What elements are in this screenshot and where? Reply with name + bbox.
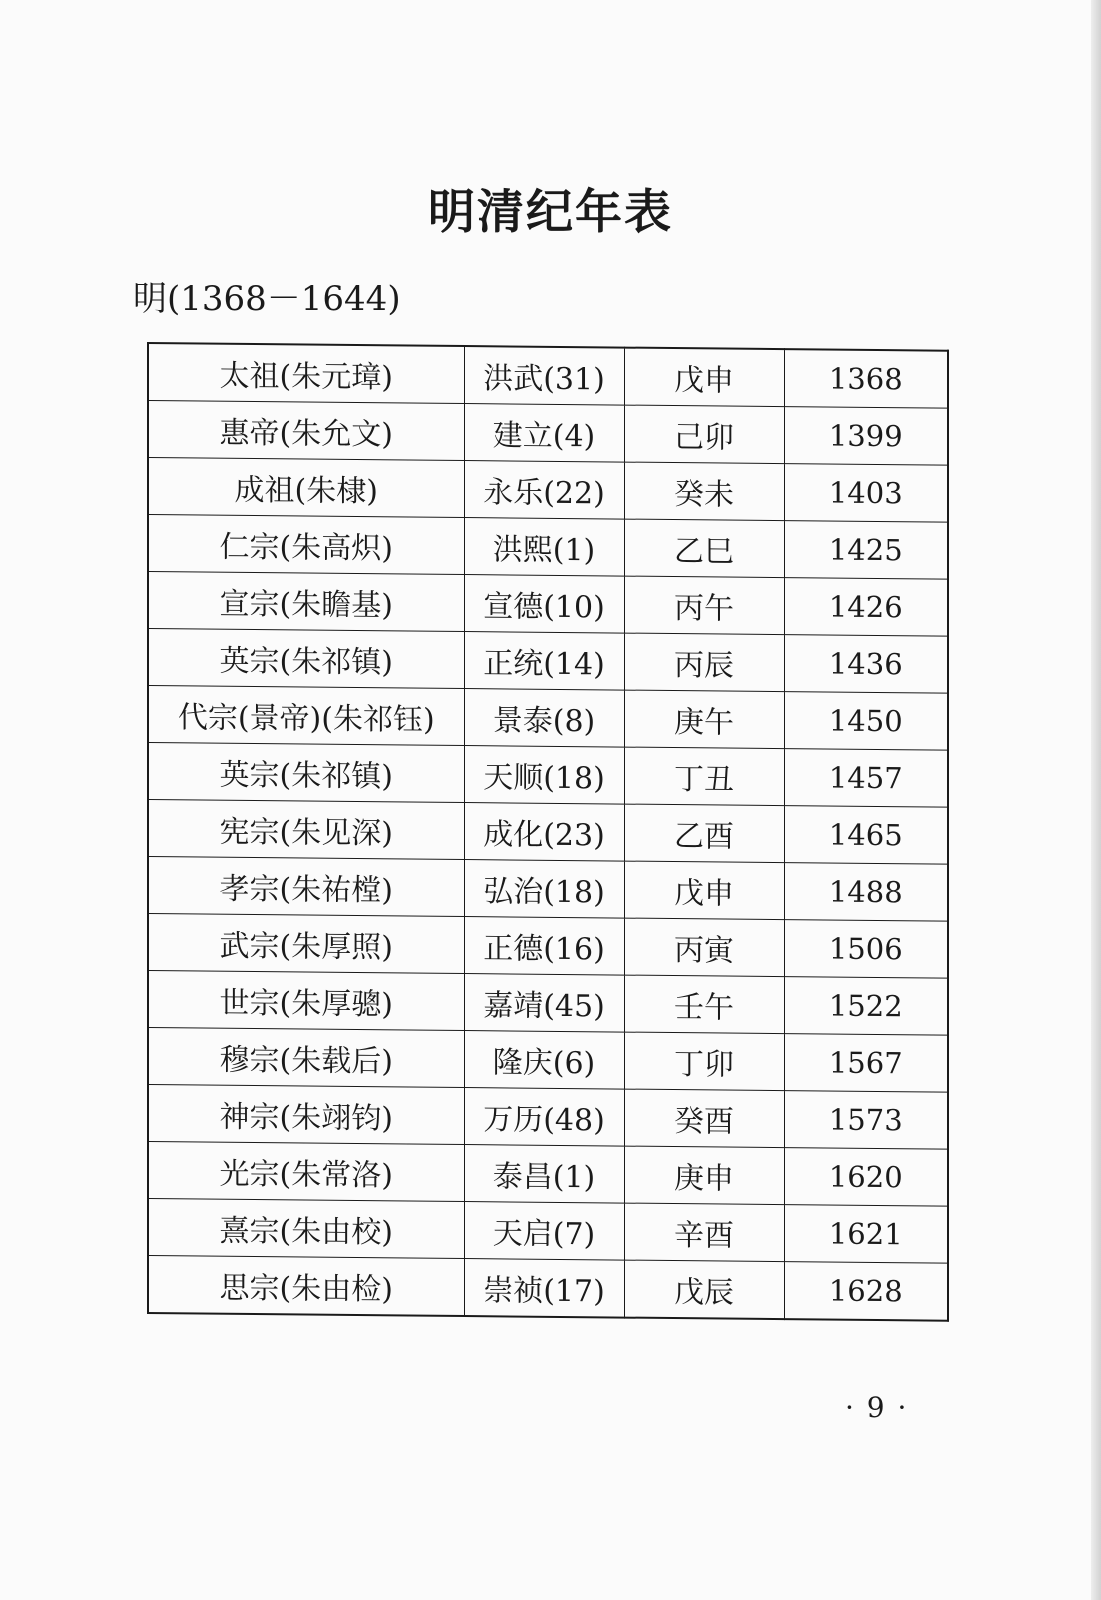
ganzhi-year-cell: 丙寅	[624, 918, 784, 977]
ad-year-cell: 1488	[784, 863, 948, 922]
table-row	[148, 1256, 948, 1321]
ad-year-cell: 1399	[784, 407, 948, 466]
table-row	[148, 1028, 948, 1093]
table-row	[148, 914, 948, 979]
ad-year-cell: 1425	[784, 521, 948, 580]
chronology-table	[147, 342, 949, 1322]
reign-title-cell: 成化(23)	[464, 803, 624, 862]
reign-title-cell: 正德(16)	[464, 917, 624, 976]
reign-title-cell: 天启(7)	[464, 1202, 624, 1261]
emperor-cell: 宪宗(朱见深)	[148, 800, 464, 860]
ganzhi-year-cell: 戊申	[624, 861, 784, 920]
table-row	[148, 572, 948, 637]
ganzhi-year-cell: 戊申	[624, 348, 784, 407]
ad-year-cell: 1506	[784, 920, 948, 979]
table-row	[148, 1085, 948, 1150]
reign-title-cell: 洪熙(1)	[464, 518, 624, 577]
ad-year-cell: 1368	[784, 349, 948, 408]
ad-year-cell: 1621	[784, 1205, 948, 1264]
emperor-cell: 成祖(朱棣)	[148, 458, 464, 518]
reign-title-cell: 宣德(10)	[464, 575, 624, 634]
ganzhi-year-cell: 壬午	[624, 975, 784, 1034]
table-row	[148, 401, 948, 466]
table-row	[148, 800, 948, 865]
ad-year-cell: 1426	[784, 578, 948, 637]
ganzhi-year-cell: 庚申	[624, 1146, 784, 1205]
ad-year-cell: 1403	[784, 464, 948, 523]
emperor-cell: 惠帝(朱允文)	[148, 401, 464, 461]
ad-year-cell: 1573	[784, 1091, 948, 1150]
ad-year-cell: 1620	[784, 1148, 948, 1207]
reign-title-cell: 崇祯(17)	[464, 1259, 624, 1318]
reign-title-cell: 弘治(18)	[464, 860, 624, 919]
table-row	[148, 1142, 948, 1207]
chronology-table-body	[148, 343, 948, 1321]
ganzhi-year-cell: 戊辰	[624, 1260, 784, 1319]
emperor-cell: 武宗(朱厚照)	[148, 914, 464, 974]
table-row	[148, 629, 948, 694]
page-title: 明清纪年表	[428, 185, 673, 240]
reign-title-cell: 永乐(22)	[464, 461, 624, 520]
table-row	[148, 1199, 948, 1264]
ad-year-cell: 1522	[784, 977, 948, 1036]
reign-title-cell: 天顺(18)	[464, 746, 624, 805]
emperor-cell: 仁宗(朱高炽)	[148, 515, 464, 575]
emperor-cell: 英宗(朱祁镇)	[148, 629, 464, 689]
ganzhi-year-cell: 乙酉	[624, 804, 784, 863]
ganzhi-year-cell: 庚午	[624, 690, 784, 749]
ad-year-cell: 1465	[784, 806, 948, 865]
ganzhi-year-cell: 辛酉	[624, 1203, 784, 1262]
ad-year-cell: 1567	[784, 1034, 948, 1093]
emperor-cell: 熹宗(朱由校)	[148, 1199, 464, 1259]
emperor-cell: 英宗(朱祁镇)	[148, 743, 464, 803]
emperor-cell: 代宗(景帝)(朱祁钰)	[148, 686, 464, 746]
ganzhi-year-cell: 乙巳	[624, 519, 784, 578]
page-number: · 9 ·	[845, 1391, 909, 1424]
table-row	[148, 686, 948, 751]
table-row	[148, 343, 948, 408]
section-heading: 明(1368－1644)	[133, 279, 401, 319]
reign-title-cell: 建立(4)	[464, 404, 624, 463]
emperor-cell: 思宗(朱由检)	[148, 1256, 464, 1317]
ganzhi-year-cell: 癸未	[624, 462, 784, 521]
ganzhi-year-cell: 癸酉	[624, 1089, 784, 1148]
emperor-cell: 光宗(朱常洛)	[148, 1142, 464, 1202]
ganzhi-year-cell: 丁丑	[624, 747, 784, 806]
reign-title-cell: 正统(14)	[464, 632, 624, 691]
emperor-cell: 宣宗(朱瞻基)	[148, 572, 464, 632]
emperor-cell: 世宗(朱厚骢)	[148, 971, 464, 1031]
ad-year-cell: 1436	[784, 635, 948, 694]
reign-title-cell: 洪武(31)	[464, 346, 624, 405]
emperor-cell: 孝宗(朱祐樘)	[148, 857, 464, 917]
table-row	[148, 515, 948, 580]
reign-title-cell: 泰昌(1)	[464, 1145, 624, 1204]
reign-title-cell: 景泰(8)	[464, 689, 624, 748]
reign-title-cell: 隆庆(6)	[464, 1031, 624, 1090]
ganzhi-year-cell: 丙午	[624, 576, 784, 635]
ganzhi-year-cell: 己卯	[624, 405, 784, 464]
table-row	[148, 743, 948, 808]
table-row	[148, 857, 948, 922]
table-row	[148, 971, 948, 1036]
ganzhi-year-cell: 丙辰	[624, 633, 784, 692]
emperor-cell: 神宗(朱翊钧)	[148, 1085, 464, 1145]
table-row	[148, 458, 948, 523]
reign-title-cell: 嘉靖(45)	[464, 974, 624, 1033]
ganzhi-year-cell: 丁卯	[624, 1032, 784, 1091]
emperor-cell: 穆宗(朱载后)	[148, 1028, 464, 1088]
emperor-cell: 太祖(朱元璋)	[148, 343, 464, 404]
ad-year-cell: 1457	[784, 749, 948, 808]
reign-title-cell: 万历(48)	[464, 1088, 624, 1147]
ad-year-cell: 1628	[784, 1262, 948, 1321]
ad-year-cell: 1450	[784, 692, 948, 751]
